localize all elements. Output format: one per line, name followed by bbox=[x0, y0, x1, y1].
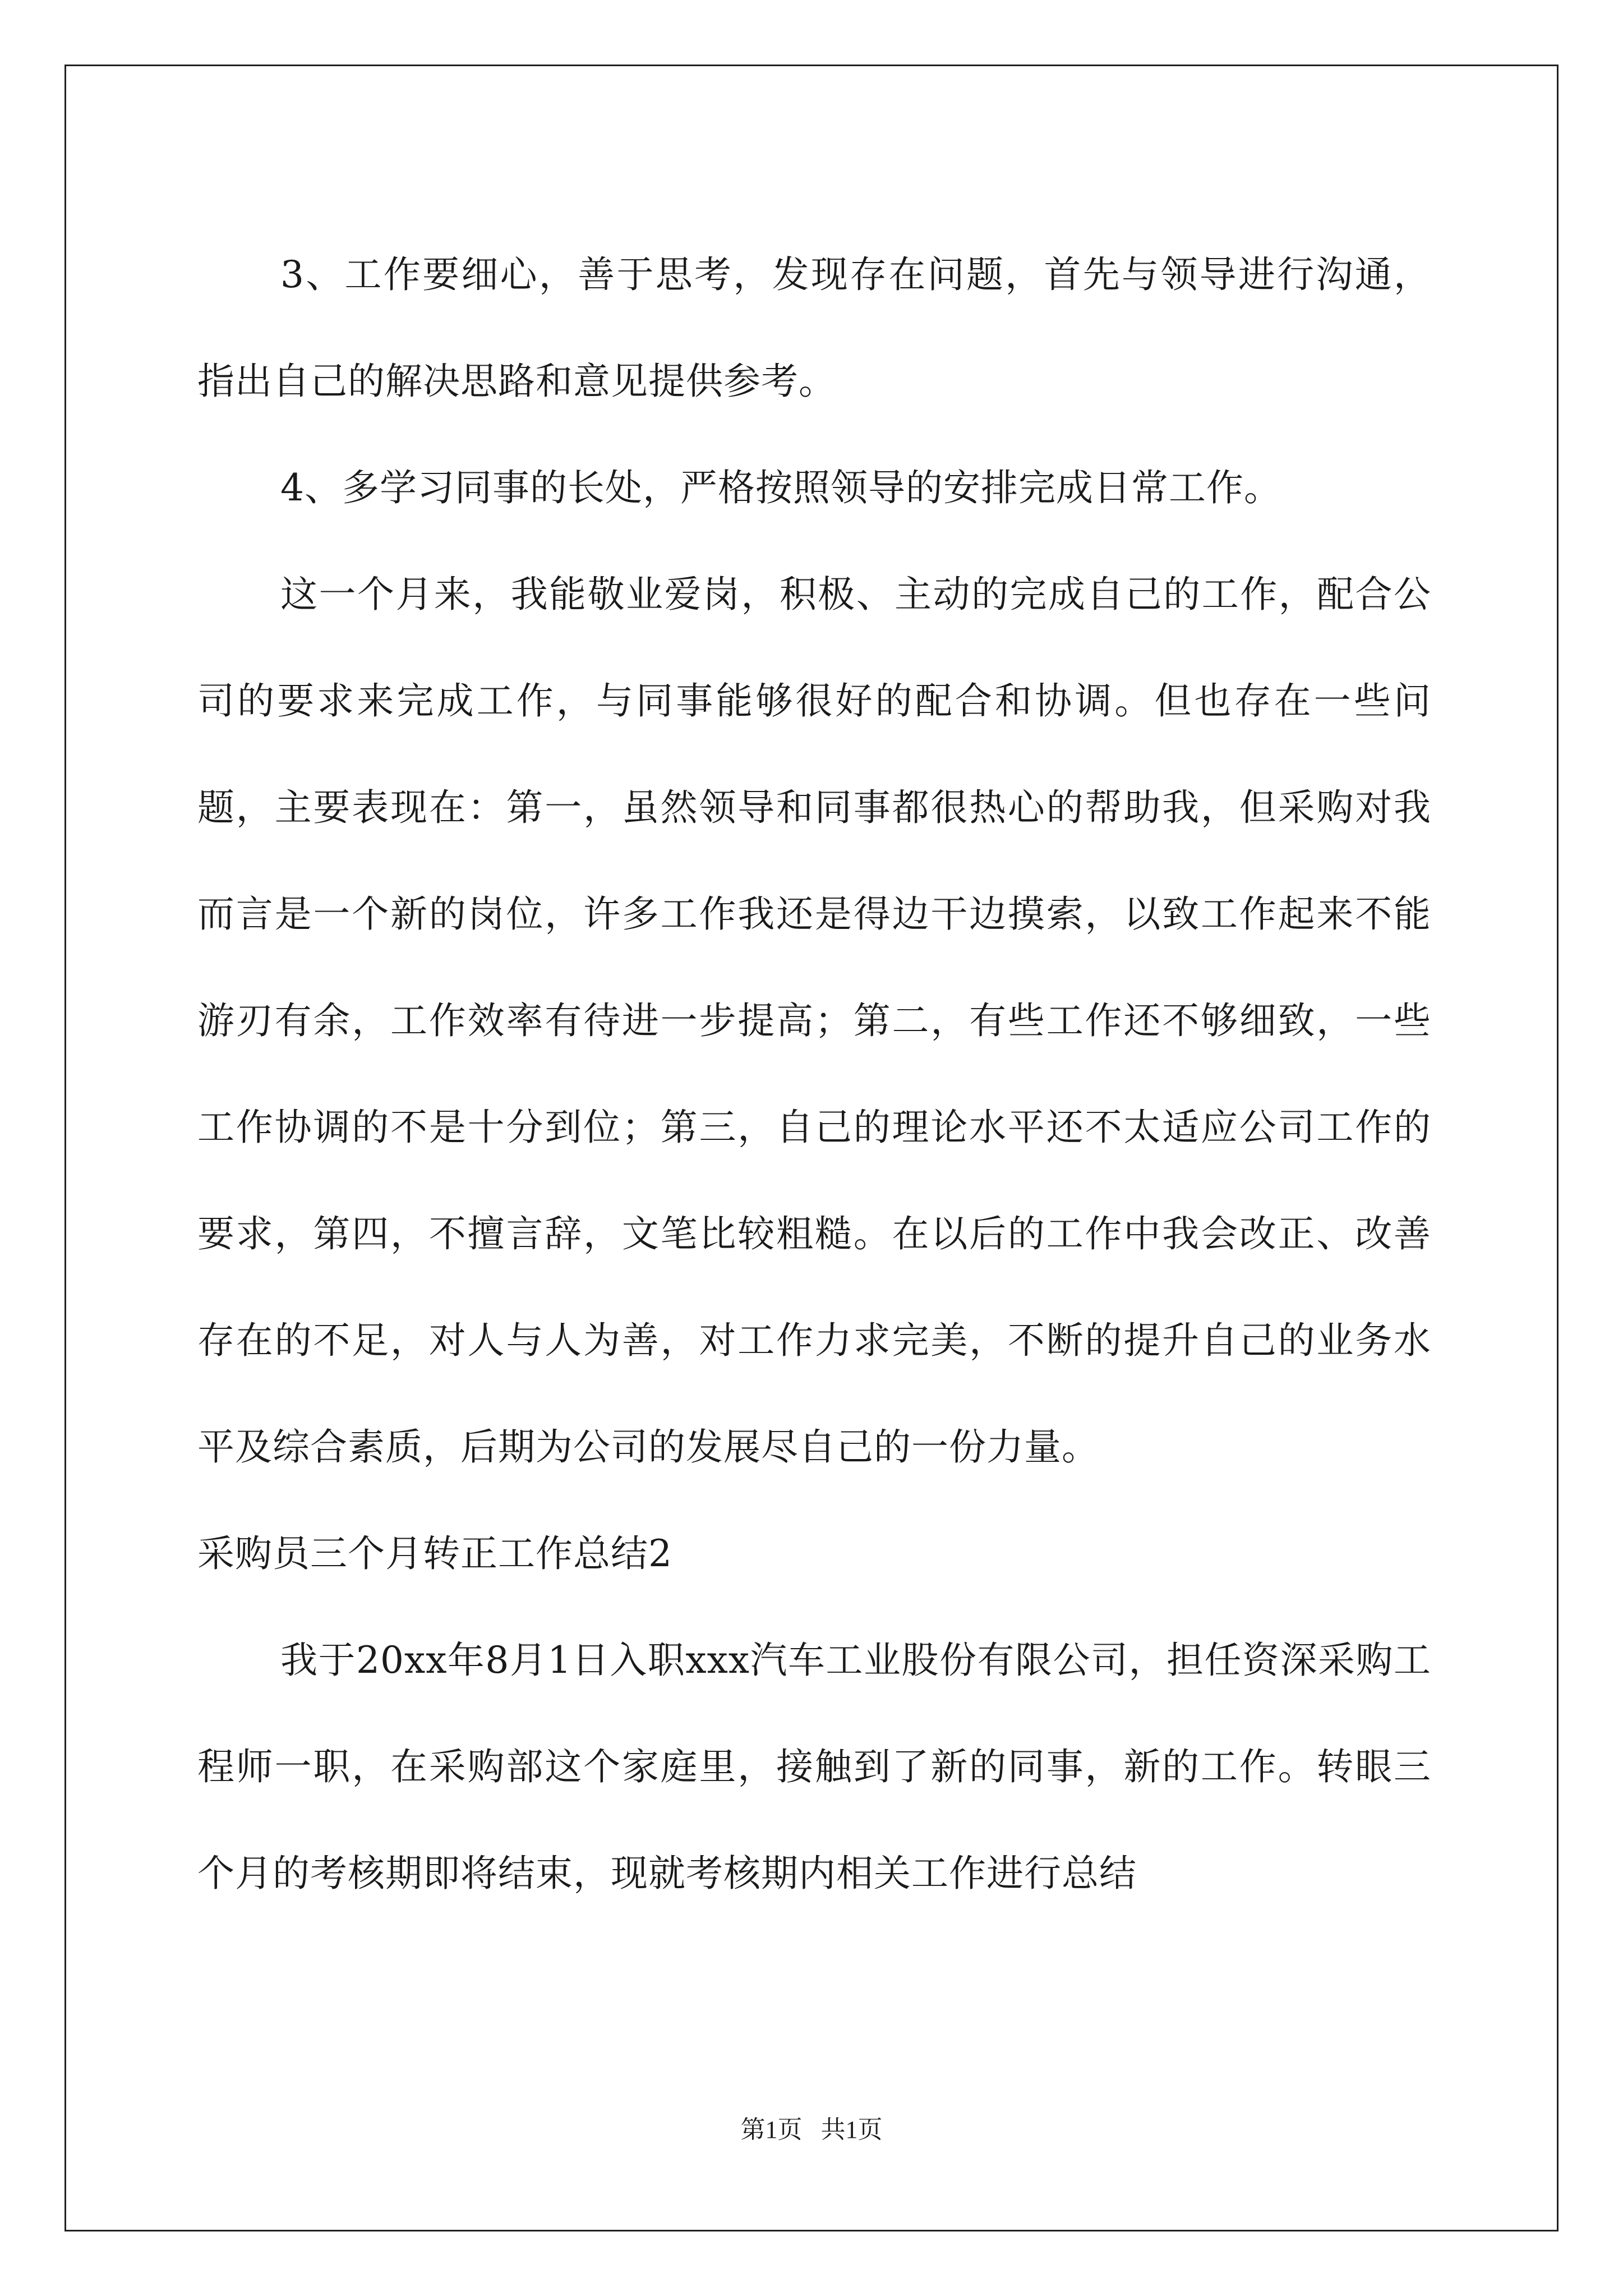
page-footer bbox=[0, 2109, 1623, 2145]
page-number: 第1页 bbox=[740, 2116, 803, 2143]
paragraph-item-4: 4、多学习同事的长处，严格按照领导的安排完成日常工作。 bbox=[280, 466, 1281, 509]
paragraph-summary: 这一个月来，我能敬业爱岗，积极、主动的完成自己的工作，配合公司的要求来完成工作，与同事能够很好的配合和协调。但也存在一些问题，主要表现在：第一，虽然领导和同事都很热心的帮助我，但采购对我而言是一个新的岗位，许多工作我还是得边干边摸索，以致工作起来不能游刃有余，工作效率有待进一步提高；第二，有些工作还不够细致，一些工作协调的不是十分到位；第三，自己的理论水平还不太适应公司工作的要求，第四，不擅言辞，文笔比较粗糙。在以后的工作中我会改正、改善存在的不足，对人与人为善，对工作力求完美，不断的提升自己的业务水平及综合素质，后期为公司的发展尽自己的一份力量。 bbox=[197, 573, 1431, 1469]
page-total: 共1页 bbox=[820, 2116, 883, 2143]
paragraph-intro: 我于20xx年8月1日入职xxx汽车工业股份有限公司，担任资深采购工程师一职，在采购部这个家庭里，接触到了新的同事，新的工作。转眼三个月的考核期即将结束，现就考核期内相关工作进行总结 bbox=[197, 1639, 1431, 1895]
document-body bbox=[197, 222, 1431, 1927]
paragraph-item-3: 3、工作要细心，善于思考，发现存在问题，首先与领导进行沟通，指出自己的解决思路和意见提供参考。 bbox=[197, 253, 1431, 403]
section-heading: 采购员三个月转正工作总结2 bbox=[197, 1532, 672, 1575]
